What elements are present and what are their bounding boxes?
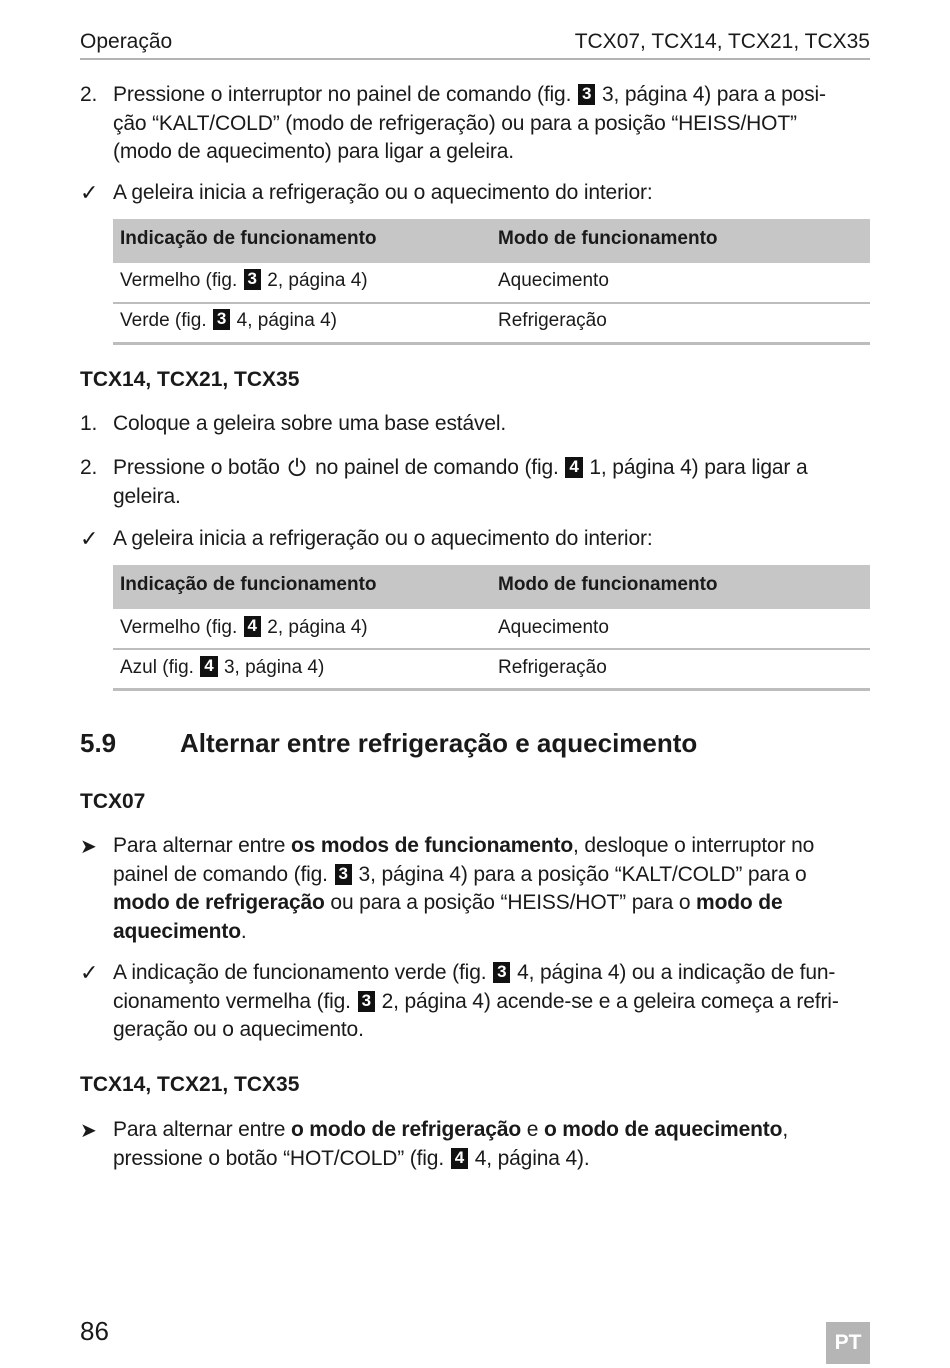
step-number: 1.: [80, 412, 98, 435]
language-badge: PT: [826, 1322, 870, 1364]
table-cell: Vermelho (fig. 3 2, página 4): [120, 269, 368, 291]
figure-ref: 3: [493, 962, 510, 983]
figure-ref: 3: [358, 991, 375, 1012]
instruction-line: pressione o botão “HOT/COLD” (fig. 4 4, página 4).: [113, 1146, 590, 1170]
figure-ref: 3: [578, 84, 595, 105]
table-cell: Vermelho (fig. 4 2, página 4): [120, 616, 368, 638]
result-text: A geleira inicia a refrigeração ou o aquecimento do interior:: [113, 527, 653, 550]
step-line: (modo de aquecimento) para ligar a geleira.: [113, 140, 514, 163]
table-divider: [113, 342, 870, 345]
table-header-cell: Modo de funcionamento: [498, 574, 718, 595]
instruction-line: Para alternar entre o modo de refrigeração e o modo de aquecimento,: [113, 1118, 788, 1141]
header-section: Operação: [80, 30, 173, 53]
figure-ref: 4: [565, 457, 582, 478]
table-divider: [113, 302, 870, 304]
table-cell: Aquecimento: [498, 270, 609, 291]
result-line: geração ou o aquecimento.: [113, 1018, 364, 1041]
table-cell: Refrigeração: [498, 657, 607, 678]
check-icon: ✓: [80, 180, 99, 205]
subheading: TCX07: [80, 790, 146, 813]
table-cell: Verde (fig. 3 4, página 4): [120, 309, 337, 331]
result-text: A geleira inicia a refrigeração ou o aquecimento do interior:: [113, 181, 653, 204]
subheading: TCX14, TCX21, TCX35: [80, 368, 300, 391]
section-number: 5.9: [80, 728, 117, 758]
table-divider: [113, 688, 870, 691]
table-header-cell: Indicação de funcionamento: [120, 574, 377, 595]
arrow-icon: ➤: [80, 836, 97, 858]
figure-ref: 4: [451, 1148, 468, 1169]
figure-ref: 3: [244, 269, 261, 290]
figure-ref: 3: [335, 864, 352, 885]
step-text: [113, 81, 870, 167]
header-models: TCX07, TCX14, TCX21, TCX35: [574, 30, 870, 53]
step-line: geleira.: [113, 484, 181, 508]
result-text: [113, 959, 870, 1045]
figure-ref: 4: [200, 656, 217, 677]
table-divider: [113, 648, 870, 650]
step-line: Pressione o botão no painel de comando (fig. 4 1, página 4) para ligar a: [113, 456, 808, 479]
step-number: 2.: [80, 83, 98, 106]
instruction-line: modo de refrigeração ou para a posição “HEISS/HOT” para o modo de: [113, 891, 783, 914]
table-cell: Azul (fig. 4 3, página 4): [120, 656, 325, 678]
step-text: Coloque a geleira sobre uma base estável.: [113, 412, 507, 435]
page-number: 86: [80, 1316, 109, 1346]
step-line: ção “KALT/COLD” (modo de refrigeração) ou para a posição “HEISS/HOT”: [113, 111, 797, 135]
instruction-line: aquecimento.: [113, 919, 247, 943]
instruction-line: painel de comando (fig. 3 3, página 4) para a posição “KALT/COLD” para o: [113, 862, 807, 886]
check-icon: ✓: [80, 526, 99, 551]
table-cell: Aquecimento: [498, 617, 609, 638]
section-title: Alternar entre refrigeração e aquecimento: [180, 728, 698, 758]
header-rule: [80, 58, 870, 60]
table-cell: Refrigeração: [498, 310, 607, 331]
figure-ref: 3: [213, 309, 230, 330]
instruction-text: [113, 832, 870, 946]
step-line: Pressione o interruptor no painel de comando (fig. 3 3, página 4) para a posi-: [113, 83, 826, 106]
subheading: TCX14, TCX21, TCX35: [80, 1073, 300, 1096]
step-text: [113, 454, 870, 511]
step-number: 2.: [80, 456, 98, 479]
table-header-cell: Indicação de funcionamento: [120, 228, 377, 249]
instruction-text: [113, 1116, 870, 1173]
table-header-cell: Modo de funcionamento: [498, 228, 718, 249]
figure-ref: 4: [244, 616, 261, 637]
check-icon: ✓: [80, 960, 99, 985]
result-line: A indicação de funcionamento verde (fig. 3 4, página 4) ou a indicação de fun-: [113, 961, 836, 984]
instruction-line: Para alternar entre os modos de funcionamento, desloque o interruptor no: [113, 834, 815, 857]
power-icon: [287, 457, 307, 477]
result-line: cionamento vermelha (fig. 3 2, página 4) acende-se e a geleira começa a refri-: [113, 989, 839, 1013]
arrow-icon: ➤: [80, 1120, 97, 1142]
